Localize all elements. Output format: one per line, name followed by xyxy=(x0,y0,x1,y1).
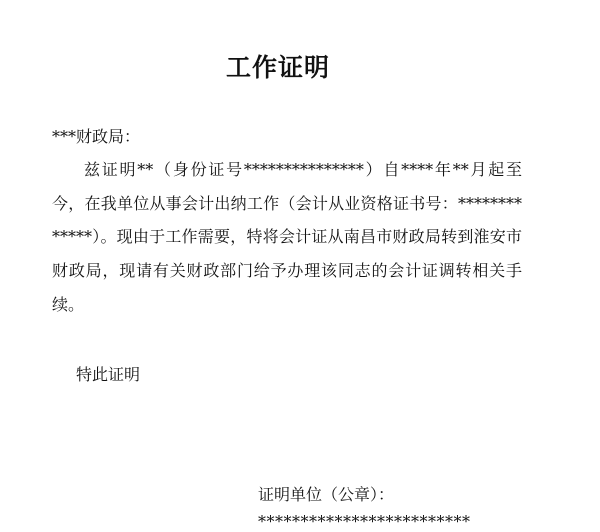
document-title: 工作证明 xyxy=(225,53,330,82)
addressee: ***财政局： xyxy=(52,127,141,146)
certificate-body: 兹证明**（身份证号***************）自****年**月起至今，在我单位从事会计出纳工作（会计从业资格证书号：*************）。现由于工作需要，特将会计证从南昌市财政局转到淮安市财政局，现请有关财政部门给予办理该同志的会计证调转相关手续。 xyxy=(52,160,522,314)
signature-value: ************************* xyxy=(258,512,471,531)
signature-label: 证明单位（公章）： xyxy=(258,485,395,504)
closing-statement: 特此证明 xyxy=(76,365,141,384)
